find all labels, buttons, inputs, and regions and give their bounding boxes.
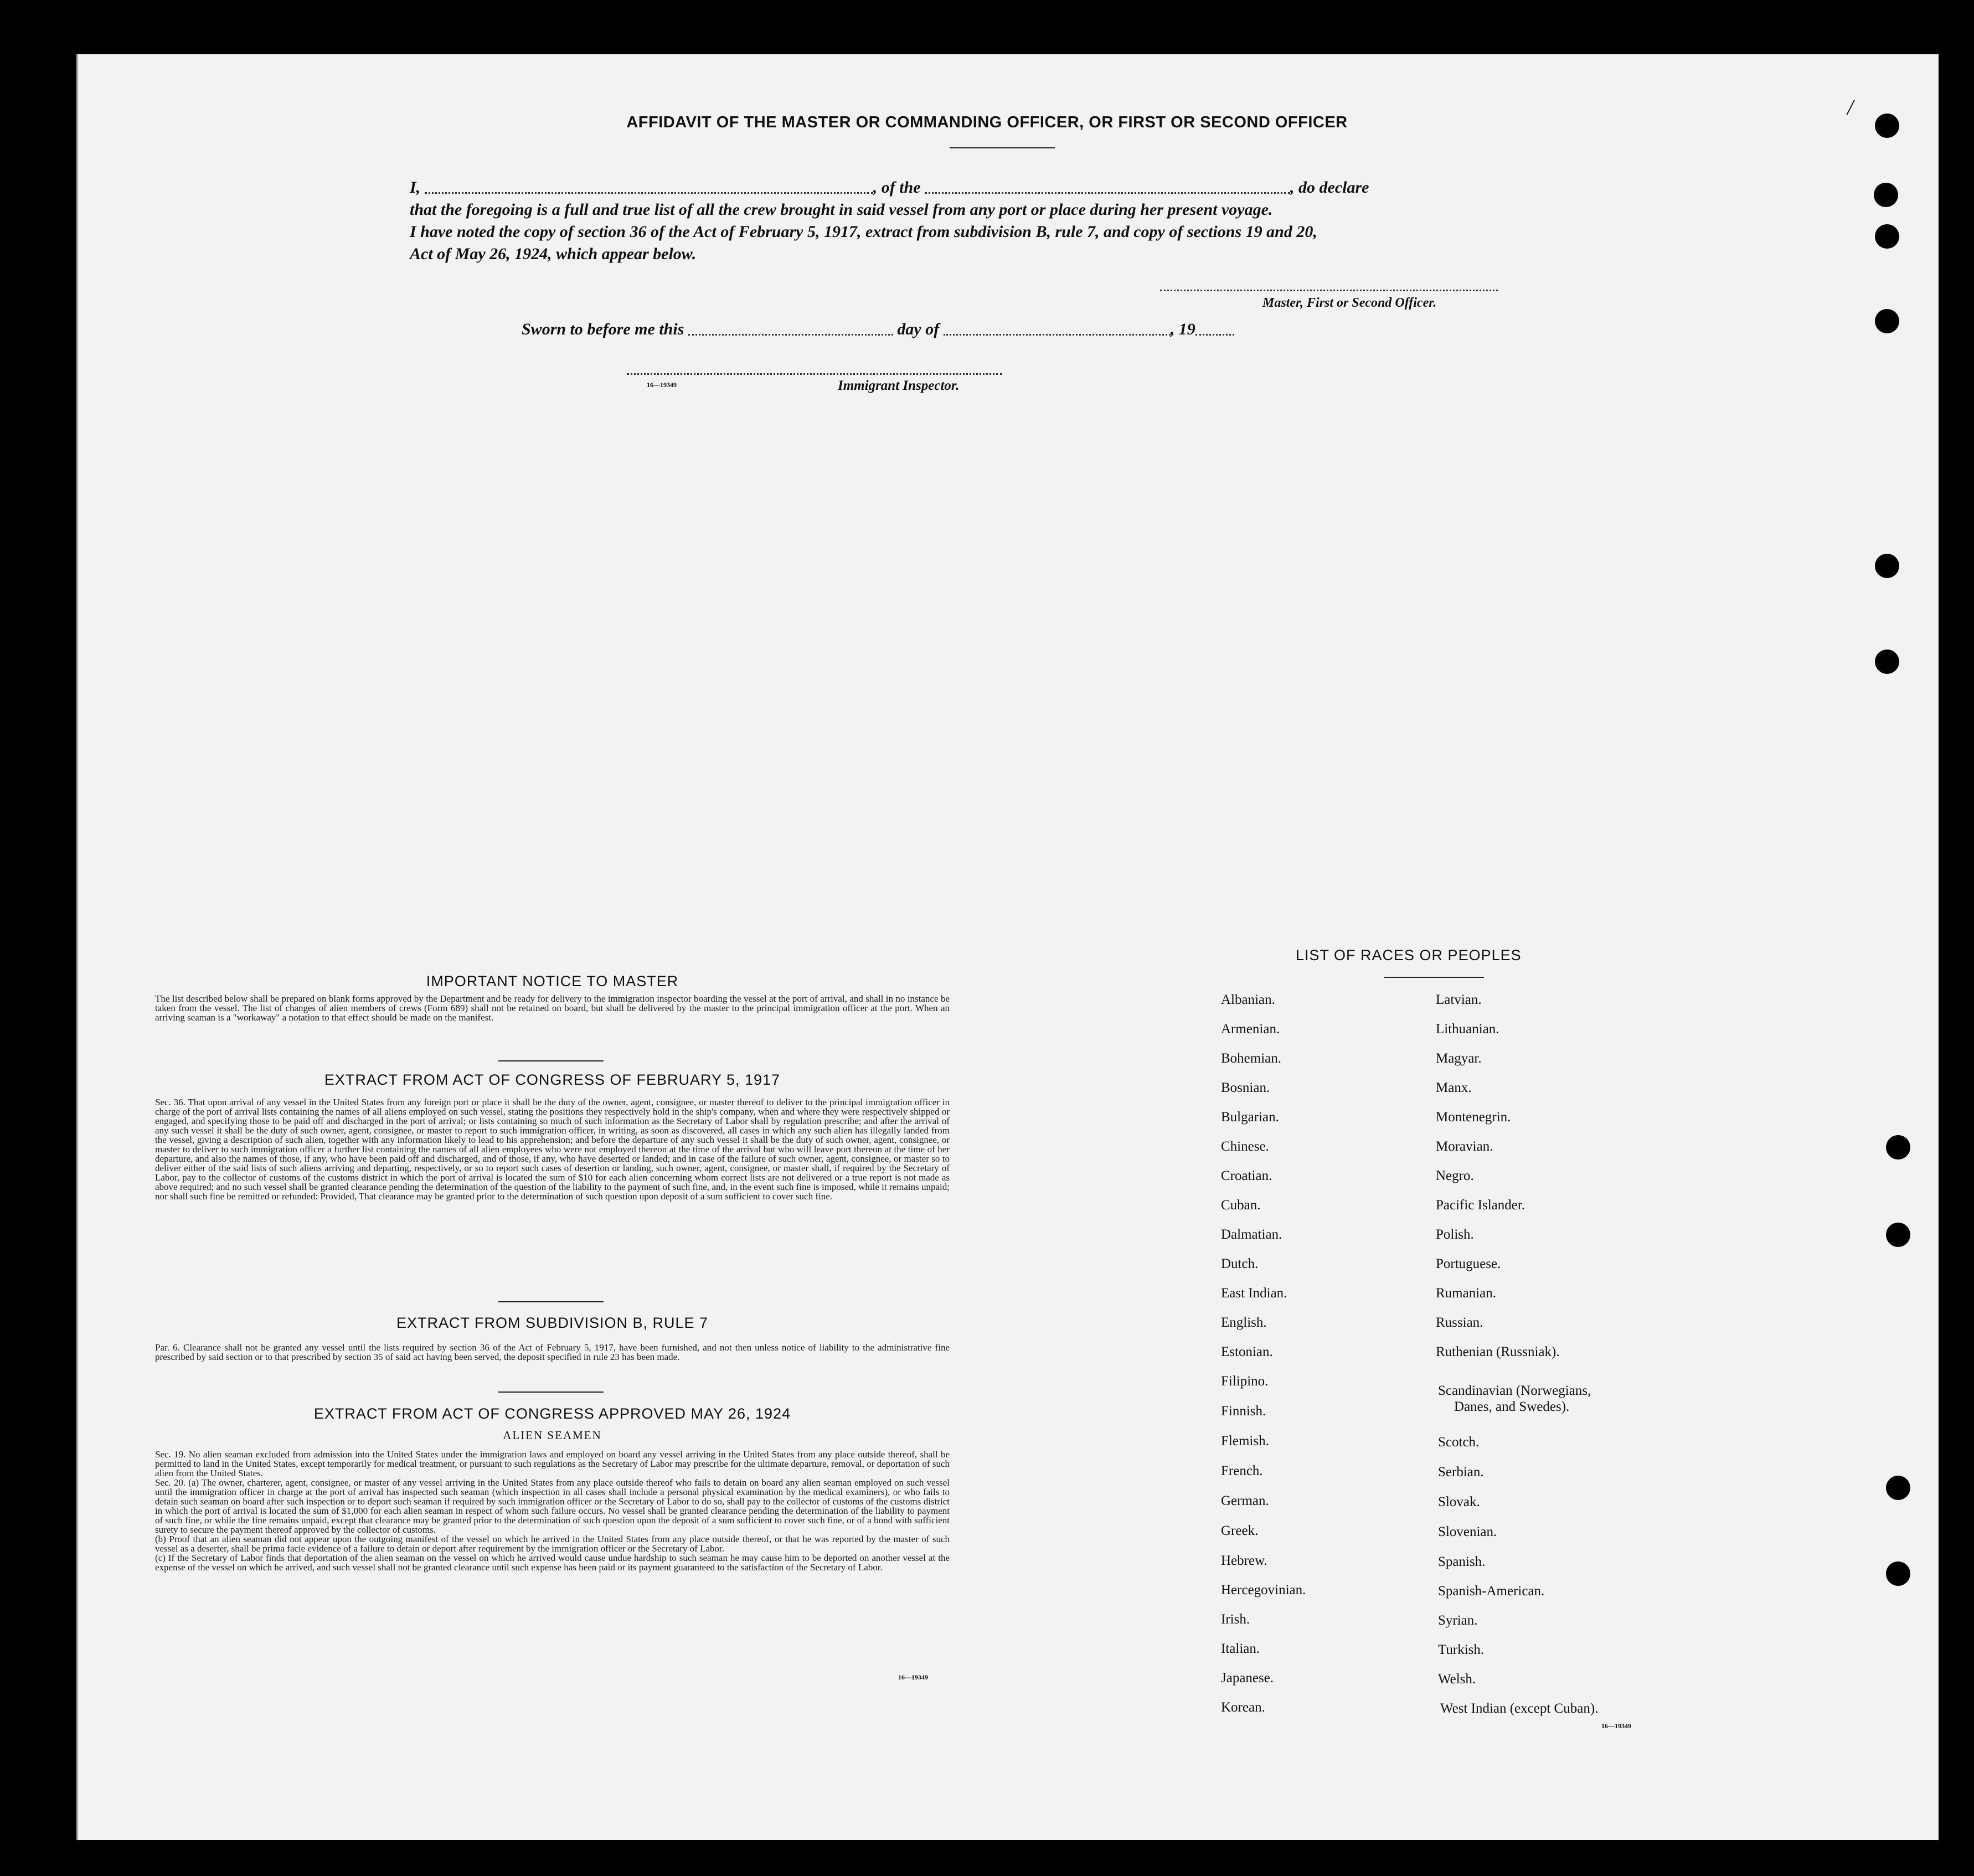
race-right: Scotch. [1438, 1435, 1480, 1450]
race-right: Pacific Islander. [1436, 1198, 1525, 1213]
race-left: Bohemian. [1221, 1051, 1282, 1066]
race-right: Manx. [1436, 1080, 1472, 1095]
rule7-title: EXTRACT FROM SUBDIVISION B, RULE 7 [396, 1315, 709, 1331]
race-right: Russian. [1436, 1315, 1483, 1330]
sworn-day-blank [688, 334, 893, 336]
sec-20-a: Sec. 20. (a) The owner, charterer, agent, consignee, or master of any vessel arriving in the United States from any place outside thereof who fails to detain on board any alien seaman employed on such vessel until the immigration officer in charge at the port of arrival has inspected such seaman (which inspection in all cases shall include a personal physical examination by the medical examiners), or who fails to detain such seaman on board after such inspection or to deport such seaman if required by such immigration officer or the Secretary of Labor to do so, shall pay to the collector of customs of the customs district in which the port of arrival is located the sum of $1,000 for each alien seaman in respect of whom such failure occurs. No vessel shall be granted clearance pending the determination of the liability to payment of such fine, or while the fine remains unpaid, except that clearance may be granted prior to the determination of such question upon the deposit of a sum sufficient to cover such fine, or of a bond with sufficient surety to secure the payment thereof approved by the collector of customs. [155, 1477, 950, 1535]
name-blank [425, 192, 873, 194]
day-of-text: day of [897, 320, 940, 338]
race-left: Greek. [1221, 1523, 1259, 1538]
race-left: English. [1221, 1315, 1267, 1330]
race-left: French. [1221, 1463, 1263, 1478]
month-blank [944, 334, 1171, 336]
declaration-of-the: , of the [873, 178, 921, 197]
race-left: East Indian. [1221, 1286, 1287, 1301]
race-right: Portuguese. [1436, 1256, 1501, 1271]
race-left: Cuban. [1221, 1198, 1261, 1213]
inspector-signature-line [627, 373, 1002, 375]
race-left: Korean. [1221, 1700, 1265, 1715]
form-number-races: 16—19349 [1601, 1722, 1631, 1730]
race-left: Hebrew. [1221, 1553, 1267, 1568]
punch-hole [1886, 1223, 1910, 1247]
race-right: Slovak. [1438, 1494, 1480, 1509]
race-right: Moravian. [1436, 1139, 1493, 1154]
title-rule [950, 147, 1055, 148]
race-right: Spanish. [1438, 1554, 1486, 1569]
master-signature-line [1160, 290, 1498, 291]
sec-19: Sec. 19. No alien seaman excluded from admission into the United States under the immigration laws and employed on board any vessel arriving in the United States from any place outside thereof, shall be permitted to land in the United States, except temporarily for medical treatment, or pursuant to such regulations as the Secretary of Labor may prescribe for the ultimate departure, removal, or deportation of such alien from the United States. [155, 1449, 950, 1478]
declaration-line-1 [410, 176, 1369, 199]
punch-hole [1875, 650, 1899, 674]
race-left: Japanese. [1221, 1671, 1274, 1686]
race-right: Ruthenian (Russniak). [1436, 1344, 1560, 1359]
page-mark: / [1847, 95, 1854, 120]
declaration-do-declare: , do declare [1290, 178, 1369, 197]
affidavit-title: AFFIDAVIT OF THE MASTER OR COMMANDING OFFICER, OR FIRST OR SECOND OFFICER [626, 114, 1348, 131]
race-left: Filipino. [1221, 1374, 1269, 1389]
year-blank [1195, 334, 1234, 336]
race-right: Polish. [1436, 1227, 1474, 1242]
race-right: Magyar. [1436, 1051, 1482, 1066]
race-right: Negro. [1436, 1168, 1474, 1183]
races-title: LIST OF RACES OR PEOPLES [1296, 947, 1522, 963]
race-left: Armenian. [1221, 1022, 1280, 1037]
extract-1924-title: EXTRACT FROM ACT OF CONGRESS APPROVED MAY 26, 1924 [313, 1405, 791, 1422]
extract-1924-sections [155, 1450, 950, 1572]
sec-20-b: (b) Proof that an alien seaman did not appear upon the outgoing manifest of the vessel on which he arrived in the United States from any place outside thereof, or that he was reported by the master of such vessel as a deserter, shall be prima facie evidence of a failure to detain or deport after requirement by the immigration officer or the Secretary of Labor. [155, 1534, 950, 1554]
race-right: Syrian. [1438, 1613, 1478, 1628]
race-left: Croatian. [1221, 1168, 1272, 1183]
rule7-rule [498, 1391, 604, 1393]
race-right: Serbian. [1438, 1465, 1484, 1480]
extract-1917-title: EXTRACT FROM ACT OF CONGRESS OF FEBRUARY 5, 1917 [324, 1071, 781, 1088]
race-right: Montenegrin. [1436, 1110, 1511, 1125]
punch-hole [1886, 1561, 1910, 1586]
race-right: Latvian. [1436, 992, 1482, 1007]
declaration-line-3: I have noted the copy of section 36 of the Act of February 5, 1917, extract from subdivision B, rule 7, and copy of sections 19 and 20, [410, 223, 1317, 241]
race-left: Estonian. [1221, 1344, 1273, 1359]
race-right: Turkish. [1438, 1642, 1485, 1657]
extract-1917-body: Sec. 36. That upon arrival of any vessel in the United States from any foreign port or place it shall be the duty of the owner, agent, consignee, or master thereof to deliver to the principal immigration officer in charge of the port of arrival lists containing the names of all aliens employed on such vessel, stating the positions they respectively hold in the ship's company, when and where they were respectively shipped or engaged, and specifying those to be paid off and discharged in the port of arrival; or lists containing so much of such information as the Secretary of Labor shall by regulation prescribe; and after the arrival of any such vessel it shall be the duty of such owner, agent, consignee, or master to report to such immigration officer, in writing, as soon as discovered, all cases in which any such alien has illegally landed from the vessel, giving a description of such alien, together with any information likely to lead to his apprehension; and before the departure of any such vessel it shall be the duty of such owner, agent, consignee, or master to deliver to such immigration officer a further list containing the names of all alien employees who were not employed thereon at the time of the arrival but who will leave port thereon at the time of her departure, and also the names of those, if any, who have been paid off and discharged, and of those, if any, who have deserted or landed; and in case of the failure of such owner, agent, consignee, or master so to deliver either of the said lists of such aliens arriving and departing, respectively, or so to report such cases of desertion or landing, such owner, agent, consignee, or master shall, if required by the Secretary of Labor, pay to the collector of customs of the customs district in which the port of arrival is located the sum of $10 for each alien concerning whom correct lists are not delivered or a true report is not made as above required; and no such vessel shall be granted clearance pending the determination of the question of the liability to the payment of such fine, and, in the event such fine is imposed, while it remains unpaid; nor shall such fine be remitted or refunded: Provided, That clearance may be granted prior to the determination of such question upon deposit of a sum sufficient to cover such fine. [155, 1097, 950, 1202]
sec-20-c: (c) If the Secretary of Labor finds that deportation of the alien seaman on the vessel on which he arrived would cause undue hardship to such seaman he may cause him to be deported on another vessel at the expense of the vessel on which he arrived, and such vessel shall not be granted clearance until such expense has been paid or its payment guaranteed to the satisfaction of the Secretary of Labor. [155, 1553, 950, 1573]
declaration-line-4: Act of May 26, 1924, which appear below. [410, 245, 697, 263]
rule7-body: Par. 6. Clearance shall not be granted any vessel until the lists required by section 36 of the Act of February 5, 1917, have been furnished, and not then unless notice of liability to the administrative fine prescribed by said section or to that prescribed by section 35 of said act having been served, the deposit specified in rule 23 has been made. [155, 1342, 950, 1362]
race-right: Spanish-American. [1438, 1584, 1545, 1599]
alien-seamen-subtitle: ALIEN SEAMEN [503, 1429, 602, 1442]
punch-hole [1875, 114, 1899, 138]
race-right: Lithuanian. [1436, 1022, 1499, 1037]
vessel-blank [925, 192, 1290, 194]
race-left: Hercegovinian. [1221, 1583, 1306, 1597]
punch-hole [1874, 183, 1898, 207]
form-number-left: 16—19349 [898, 1673, 928, 1681]
punch-hole [1875, 309, 1899, 333]
race-left: Irish. [1221, 1612, 1250, 1627]
race-left: Dutch. [1221, 1256, 1259, 1271]
form-number-top: 16—19349 [647, 381, 677, 389]
race-left: Bosnian. [1221, 1080, 1270, 1095]
race-left: Dalmatian. [1221, 1227, 1282, 1242]
sworn-text: Sworn to before me this [522, 320, 684, 338]
race-right: West Indian (except Cuban). [1440, 1701, 1599, 1716]
punch-hole [1875, 554, 1899, 578]
notice-rule [498, 1060, 604, 1061]
declaration-i: I, [410, 178, 421, 197]
race-left: Bulgarian. [1221, 1110, 1279, 1125]
notice-body: The list described below shall be prepared on blank forms approved by the Department and be ready for delivery to the immigration inspector boarding the vessel at the port of arrival, and shall in no instance be taken from the vessel. The list of changes of alien members of crews (Form 689) shall not be retained on board, but shall be delivered by the master to the principal immigration officer at the port. When an arriving seaman is a "workaway" a notation to that effect should be made on the manifest. [155, 993, 950, 1023]
master-signature-label: Master, First or Second Officer. [1262, 296, 1437, 310]
race-right: Slovenian. [1438, 1524, 1497, 1539]
race-left: Albanian. [1221, 992, 1275, 1007]
year-text: , 19 [1170, 320, 1195, 338]
punch-hole [1886, 1135, 1910, 1159]
punch-hole [1875, 224, 1899, 249]
races-rule [1384, 977, 1484, 978]
extract-1917-rule [498, 1301, 604, 1302]
inspector-label: Immigrant Inspector. [838, 378, 960, 393]
race-left: German. [1221, 1493, 1269, 1508]
race-right: Scandinavian (Norwegians, [1438, 1383, 1591, 1398]
race-left: Finnish. [1221, 1404, 1266, 1419]
race-right: Welsh. [1438, 1672, 1476, 1687]
race-left: Italian. [1221, 1641, 1260, 1656]
sworn-line [522, 320, 1234, 339]
race-left: Chinese. [1221, 1139, 1269, 1154]
declaration-line-2: that the foregoing is a full and true list of all the crew brought in said vessel from any port or place during her present voyage. [410, 200, 1273, 219]
punch-hole [1886, 1476, 1910, 1500]
race-right: Rumanian. [1436, 1286, 1497, 1301]
notice-title: IMPORTANT NOTICE TO MASTER [426, 973, 679, 989]
race-right-continued: Danes, and Swedes). [1454, 1399, 1570, 1414]
race-left: Flemish. [1221, 1434, 1269, 1449]
